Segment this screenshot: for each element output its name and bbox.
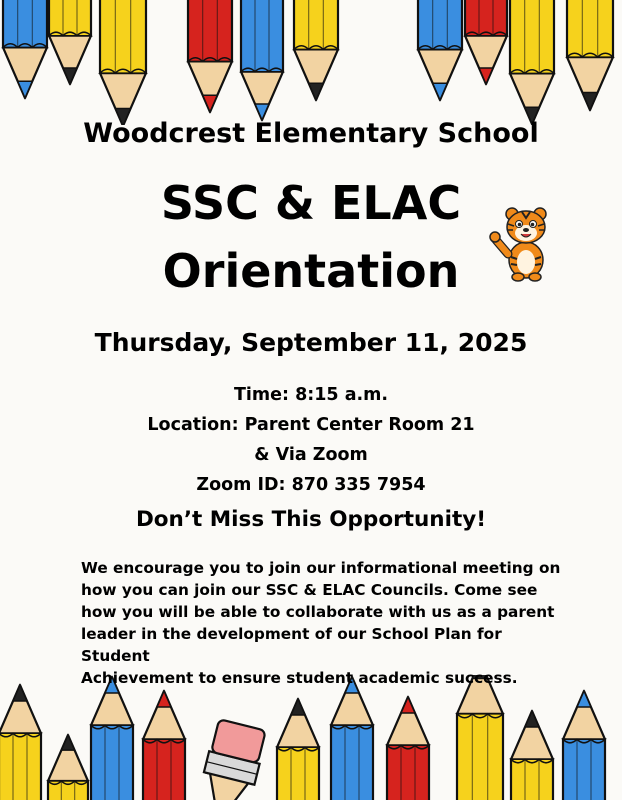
pencil-icon xyxy=(567,0,613,110)
pencil-icon xyxy=(0,685,41,800)
pencil-icon xyxy=(48,735,88,800)
description-line: We encourage you to join our informational meeting on xyxy=(81,559,561,577)
pencil-icon xyxy=(387,697,429,800)
zoom-id: Zoom ID: 870 335 7954 xyxy=(196,475,426,495)
event-details xyxy=(0,380,622,500)
description-line: how you can join our SSC & ELAC Councils. Come see xyxy=(81,581,538,599)
pencil-icon xyxy=(241,0,283,120)
pencil-border-top xyxy=(0,0,622,125)
description-paragraph xyxy=(81,557,561,689)
pencil-icon xyxy=(188,0,232,112)
pencil-icon xyxy=(511,711,553,800)
event-date: Thursday, September 11, 2025 xyxy=(94,328,528,357)
pencil-icon xyxy=(510,0,554,124)
event-time: Time: 8:15 a.m. xyxy=(233,385,389,405)
pencil-icon xyxy=(277,699,319,800)
tiger-mascot-icon xyxy=(486,202,562,282)
pencil-icon xyxy=(457,675,503,800)
description-line: Achievement to ensure student academic success. xyxy=(81,669,518,687)
description-line: leader in the development of our School Plan for Student xyxy=(81,625,502,665)
pencil-icon xyxy=(143,691,185,800)
pencil-icon xyxy=(49,0,91,84)
pencil-border-bottom xyxy=(0,675,622,800)
pencil-icon xyxy=(100,0,146,125)
description-line: how you will be able to collaborate with us as a parent xyxy=(81,603,555,621)
tagline: Don’t Miss This Opportunity! xyxy=(135,507,487,532)
pencil-icon xyxy=(294,0,338,100)
event-title-line-2: Orientation xyxy=(162,244,460,298)
pencil-icon xyxy=(193,719,268,800)
pencil-icon xyxy=(418,0,462,100)
event-title-line-1: SSC & ELAC xyxy=(160,176,462,230)
pencil-icon xyxy=(563,691,605,800)
pencil-icon xyxy=(331,677,373,800)
pencil-icon xyxy=(91,677,133,800)
school-name: Woodcrest Elementary School xyxy=(83,118,539,149)
event-via-zoom: & Via Zoom xyxy=(254,445,368,465)
pencil-icon xyxy=(465,0,507,84)
event-location: Location: Parent Center Room 21 xyxy=(147,415,475,435)
pencil-icon xyxy=(3,0,47,98)
